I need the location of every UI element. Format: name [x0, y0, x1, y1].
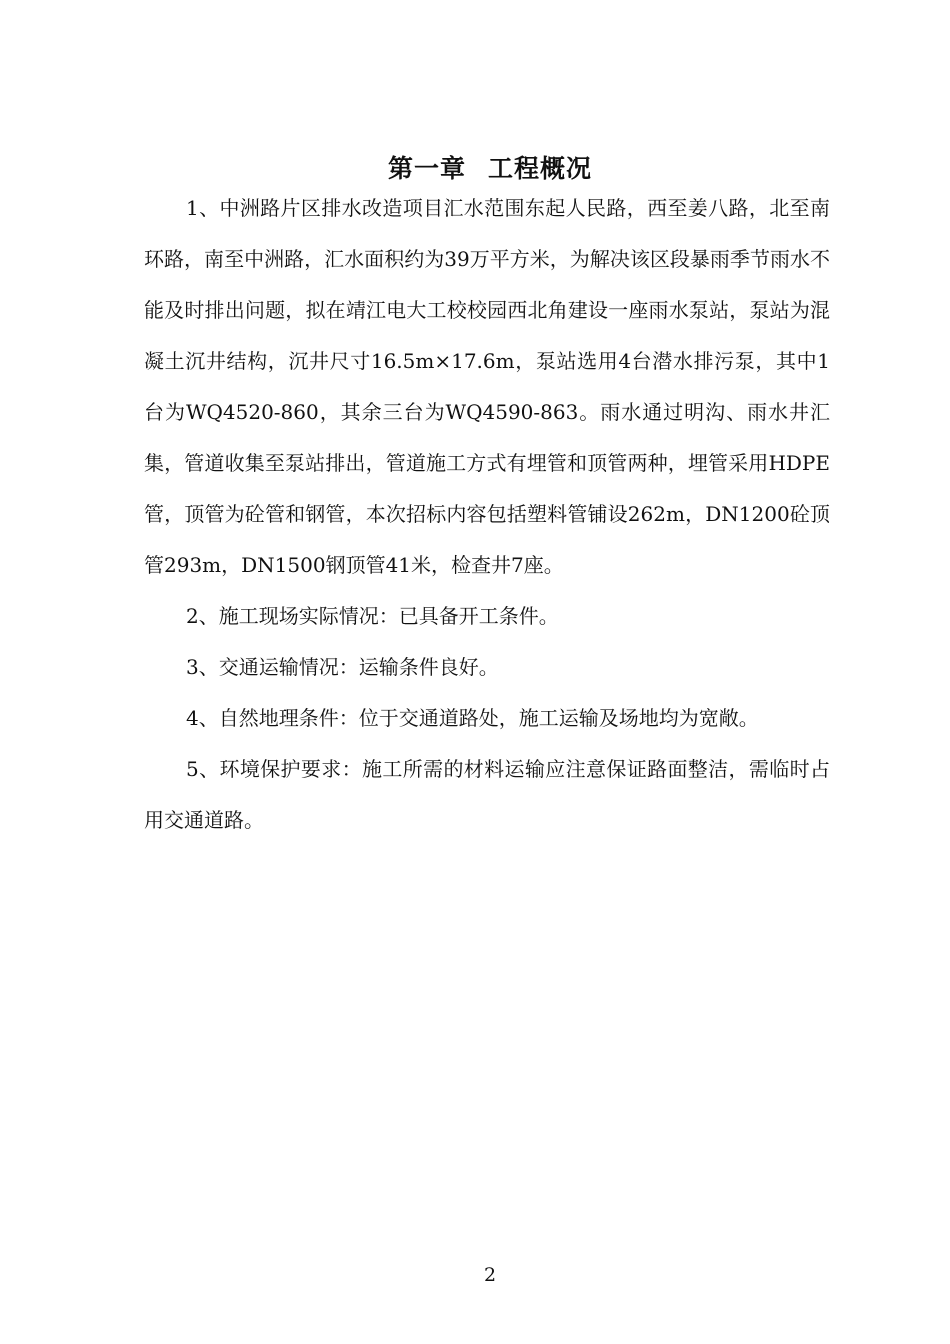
paragraph-site-conditions: 2、施工现场实际情况：已具备开工条件。 [186, 604, 559, 628]
document-body [144, 183, 830, 846]
paragraph-environmental-protection: 5、环境保护要求：施工所需的材料运输应注意保证路面整洁，需临时占用交通道路。 [144, 757, 830, 832]
paragraph-project-overview: 1、中洲路片区排水改造项目汇水范围东起人民路，西至姜八路，北至南环路，南至中洲路，汇水面积约为39万平方米，为解决该区段暴雨季节雨水不能及时排出问题，拟在靖江电大工校校园西北角建设一座雨水泵站，泵站为混凝土沉井结构，沉井尺寸16.5m×17.6m，泵站选用4台潜水排污泵，其中1台为WQ4520-860，其余三台为WQ4590-863。雨水通过明沟、雨水井汇集，管道收集至泵站排出，管道施工方式有埋管和顶管两种，埋管采用HDPE管，顶管为砼管和钢管，本次招标内容包括塑料管铺设262m，DN1200砼顶管293m，DN1500钢顶管41米，检查井7座。 [144, 196, 830, 577]
chapter-label: 第一章 [387, 153, 466, 183]
paragraph-traffic-transport: 3、交通运输情况：运输条件良好。 [186, 655, 499, 679]
page-number: 2 [483, 1264, 497, 1286]
chapter-heading: 工程概况 [488, 153, 593, 183]
paragraph-natural-geography: 4、自然地理条件：位于交通道路处，施工运输及场地均为宽敞。 [186, 706, 759, 730]
page-title [0, 151, 950, 187]
